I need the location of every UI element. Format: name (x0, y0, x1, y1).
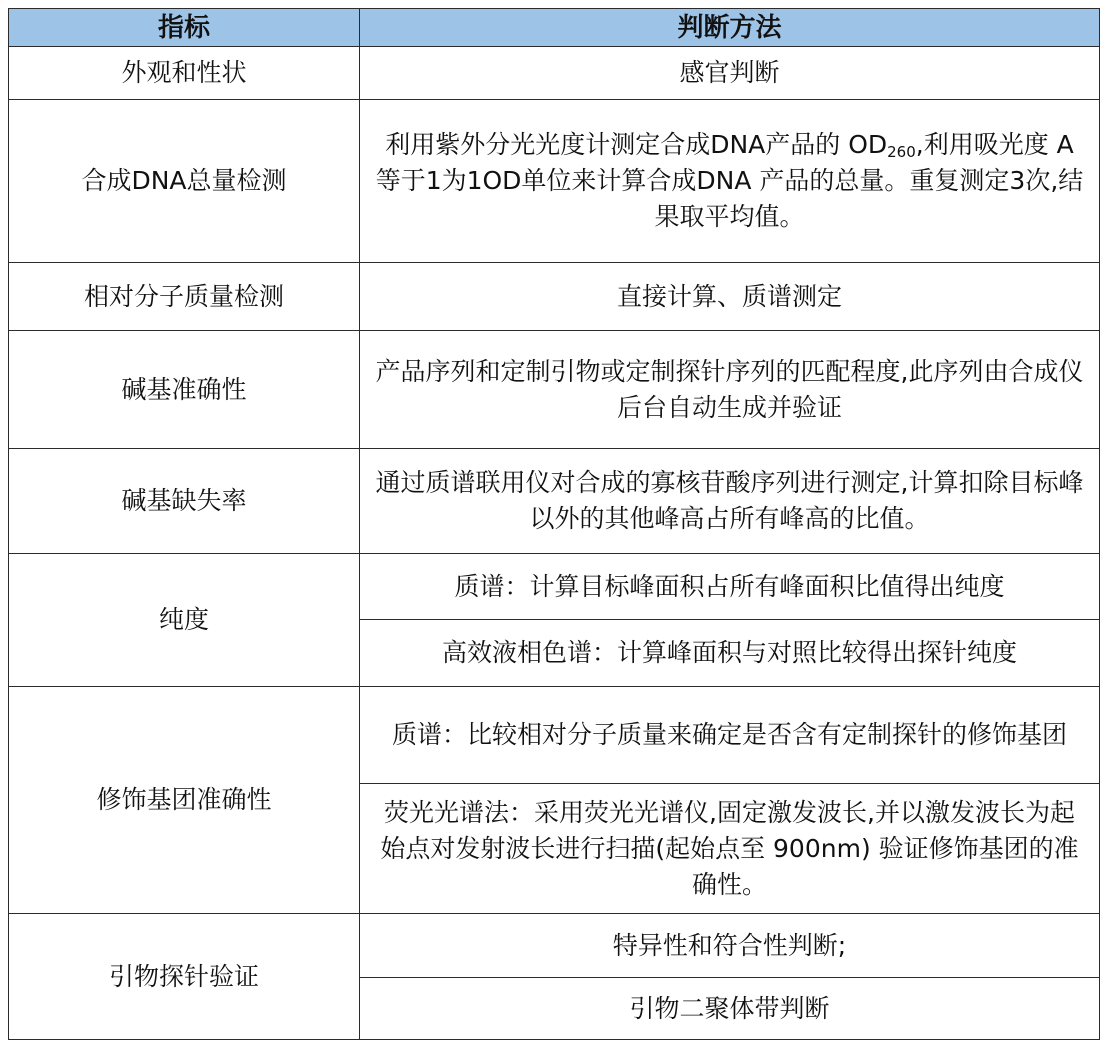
indicator-cell: 碱基缺失率 (9, 449, 360, 554)
od-subscript: 260 (887, 143, 916, 161)
indicator-cell: 引物探针验证 (9, 914, 360, 1040)
method-cell: 质谱：计算目标峰面积占所有峰面积比值得出纯度 (360, 554, 1100, 620)
method-cell: 感官判断 (360, 47, 1100, 100)
header-row (9, 9, 1100, 47)
indicator-cell: 外观和性状 (9, 47, 360, 100)
indicator-cell: 修饰基团准确性 (9, 687, 360, 914)
method-cell (360, 100, 1100, 263)
table-row (9, 449, 1100, 554)
table-row (9, 47, 1100, 100)
method-cell: 高效液相色谱：计算峰面积与对照比较得出探针纯度 (360, 620, 1100, 687)
method-text-part: 利用紫外分光光度计测定合成DNA产品的 OD (385, 130, 888, 159)
table-row (9, 331, 1100, 449)
table-row (9, 687, 1100, 784)
header-method: 判断方法 (360, 9, 1100, 47)
method-cell: 荧光光谱法：采用荧光光谱仪,固定激发波长,并以激发波长为起始点对发射波长进行扫描(起始点至 900nm) 验证修饰基团的准确性。 (360, 784, 1100, 914)
indicator-cell: 相对分子质量检测 (9, 263, 360, 331)
table-container (8, 8, 1100, 1040)
indicator-cell: 纯度 (9, 554, 360, 687)
method-text-part: ,利用吸光度 A等于1为1OD单位来计算合成DNA 产品的总量。重复测定3次,结果取平均值。 (375, 130, 1084, 231)
table-row (9, 100, 1100, 263)
method-cell: 通过质谱联用仪对合成的寡核苷酸序列进行测定,计算扣除目标峰以外的其他峰高占所有峰高的比值。 (360, 449, 1100, 554)
method-cell: 产品序列和定制引物或定制探针序列的匹配程度,此序列由合成仪后台自动生成并验证 (360, 331, 1100, 449)
table-row (9, 263, 1100, 331)
method-cell: 特异性和符合性判断; (360, 914, 1100, 978)
indicator-cell: 合成DNA总量检测 (9, 100, 360, 263)
method-cell: 引物二聚体带判断 (360, 978, 1100, 1040)
indicator-method-table (8, 8, 1100, 1040)
header-indicator: 指标 (9, 9, 360, 47)
table-row (9, 554, 1100, 620)
table-row (9, 914, 1100, 978)
method-cell: 直接计算、质谱测定 (360, 263, 1100, 331)
indicator-cell: 碱基准确性 (9, 331, 360, 449)
method-cell: 质谱：比较相对分子质量来确定是否含有定制探针的修饰基团 (360, 687, 1100, 784)
